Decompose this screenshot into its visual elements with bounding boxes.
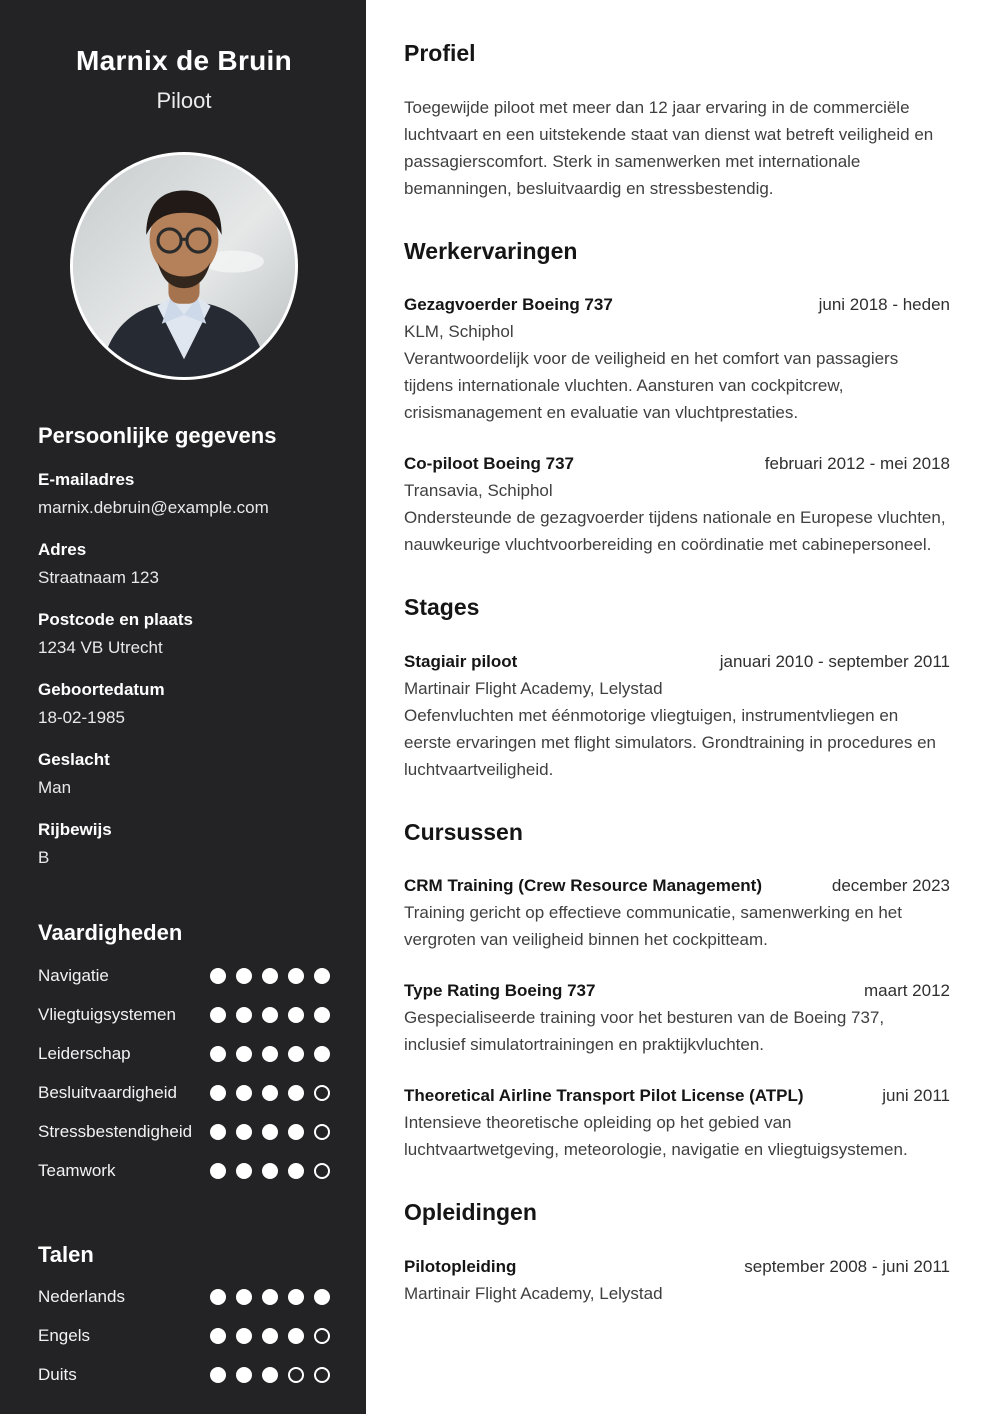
personal-item-label: Postcode en plaats: [38, 610, 193, 630]
dot-filled-icon: [210, 1289, 226, 1305]
section-cursussen: [404, 819, 950, 1164]
entry-header: [404, 291, 950, 318]
entry-period: juni 2018 - heden: [818, 295, 950, 315]
personal-item-value: Straatnaam 123: [38, 568, 159, 588]
dot-filled-icon: [314, 968, 330, 984]
entry-organisation: Transavia, Schiphol: [404, 481, 553, 501]
entry-header: [404, 1253, 950, 1280]
personal-item-value: 1234 VB Utrecht: [38, 638, 163, 658]
rating-dots: [210, 1124, 330, 1140]
entry-description: Verantwoordelijk voor de veiligheid en het comfort van passagiers tijdens internationale vluchten. Aansturen van cockpitcrew, crisismanagement en evaluatie van vluchtprestaties.: [404, 349, 899, 423]
skill-row-label: Stressbestendigheid: [38, 1121, 193, 1141]
personal-details-list: [38, 469, 330, 869]
language-row: [38, 1365, 330, 1385]
section-stages: [404, 594, 950, 783]
skill-row: [38, 1122, 330, 1142]
personal-details-heading: Persoonlijke gegevens: [38, 422, 277, 448]
personal-item: [38, 539, 330, 589]
main-content: [366, 0, 1000, 1414]
personal-item: [38, 469, 330, 519]
entry-period: december 2023: [831, 876, 950, 896]
section-heading: Stages: [404, 594, 480, 621]
entry-organisation: Martinair Flight Academy, Lelystad: [404, 678, 663, 698]
dot-filled-icon: [236, 1163, 252, 1179]
dot-empty-icon: [314, 1328, 330, 1344]
entry-title: Pilotopleiding: [404, 1256, 517, 1276]
skill-row: [38, 1083, 330, 1103]
cv-entry: [404, 291, 950, 426]
dot-filled-icon: [262, 1046, 278, 1062]
profile-heading: Profiel: [404, 40, 476, 66]
section-heading: Opleidingen: [404, 1199, 537, 1226]
dot-filled-icon: [262, 968, 278, 984]
entry-title: Gezagvoerder Boeing 737: [404, 295, 613, 315]
dot-filled-icon: [210, 1367, 226, 1383]
language-row: [38, 1287, 330, 1307]
dot-filled-icon: [210, 1124, 226, 1140]
rating-dots: [210, 1367, 330, 1383]
language-row-label: Duits: [38, 1365, 77, 1385]
entry-period: september 2008 - juni 2011: [744, 1256, 950, 1276]
dot-filled-icon: [236, 1289, 252, 1305]
section-opleidingen: [404, 1199, 950, 1307]
dot-filled-icon: [288, 1124, 304, 1140]
personal-item: [38, 749, 330, 799]
section-werkervaringen: [404, 238, 950, 559]
entry-period: februari 2012 - mei 2018: [764, 454, 950, 474]
personal-item-label: E-mailadres: [38, 470, 135, 490]
rating-dots: [210, 1163, 330, 1179]
dot-filled-icon: [262, 1328, 278, 1344]
entry-description: Ondersteunde de gezagvoerder tijdens nationale en Europese vluchten, nauwkeurige vluchtvoorbereiding en coördinatie met cabinepersoneel.: [404, 508, 946, 555]
dot-filled-icon: [262, 1367, 278, 1383]
personal-item: [38, 819, 330, 869]
dot-filled-icon: [236, 1085, 252, 1101]
skills-list: [38, 966, 330, 1181]
dot-filled-icon: [210, 1085, 226, 1101]
entry-description: Oefenvluchten met éénmotorige vliegtuigen, instrumentvliegen en eerste ervaringen met flight simulators. Grondtraining in procedures en luchtvaartveiligheid.: [404, 705, 936, 779]
dot-filled-icon: [236, 1367, 252, 1383]
entry-header: [404, 648, 950, 675]
rating-dots: [210, 1289, 330, 1305]
dot-filled-icon: [236, 968, 252, 984]
person-role: Piloot: [156, 87, 212, 113]
entry-title: Theoretical Airline Transport Pilot License (ATPL): [404, 1086, 804, 1106]
dot-filled-icon: [236, 1046, 252, 1062]
profile-text: Toegewijde piloot met meer dan 12 jaar ervaring in de commerciële luchtvaart en een uitstekende staat van dienst wat betreft veiligheid en passagierscomfort. Sterk in samenwerken met internationale bemanningen, besluitvaardig en stressbestendig.: [404, 97, 934, 198]
personal-item-label: Geslacht: [38, 750, 110, 770]
personal-item: [38, 609, 330, 659]
skill-row-label: Leiderschap: [38, 1043, 131, 1063]
dot-filled-icon: [210, 1163, 226, 1179]
dot-filled-icon: [314, 1007, 330, 1023]
dot-filled-icon: [210, 1328, 226, 1344]
dot-filled-icon: [262, 1163, 278, 1179]
dot-filled-icon: [262, 1289, 278, 1305]
entry-period: januari 2010 - september 2011: [719, 651, 950, 671]
skill-row: [38, 1161, 330, 1181]
languages-heading: Talen: [38, 1241, 94, 1267]
entry-title: Stagiair piloot: [404, 651, 518, 671]
dot-filled-icon: [314, 1289, 330, 1305]
rating-dots: [210, 1328, 330, 1344]
skill-row: [38, 1005, 330, 1025]
dot-filled-icon: [236, 1007, 252, 1023]
person-name: Marnix de Bruin: [75, 45, 293, 76]
cv-entry: [404, 977, 950, 1058]
dot-empty-icon: [288, 1367, 304, 1383]
dot-filled-icon: [210, 1046, 226, 1062]
cv-entry: [404, 1082, 950, 1163]
dot-filled-icon: [262, 1085, 278, 1101]
dot-filled-icon: [262, 1007, 278, 1023]
dot-empty-icon: [314, 1367, 330, 1383]
dot-filled-icon: [210, 1007, 226, 1023]
dot-filled-icon: [288, 1085, 304, 1101]
skill-row-label: Teamwork: [38, 1160, 116, 1180]
personal-item: [38, 679, 330, 729]
dot-empty-icon: [314, 1085, 330, 1101]
dot-filled-icon: [314, 1046, 330, 1062]
rating-dots: [210, 1007, 330, 1023]
entry-organisation: Martinair Flight Academy, Lelystad: [404, 1283, 663, 1303]
dot-filled-icon: [236, 1328, 252, 1344]
entry-organisation: KLM, Schiphol: [404, 322, 514, 342]
section-heading: Werkervaringen: [404, 237, 578, 264]
entry-title: Co-piloot Boeing 737: [404, 454, 574, 474]
section-heading: Cursussen: [404, 818, 523, 845]
entry-title: Type Rating Boeing 737: [404, 981, 596, 1001]
skill-row-label: Navigatie: [38, 965, 109, 985]
entry-description: Training gericht op effectieve communicatie, samenwerking en het vergroten van veiligheid binnen het cockpitteam.: [404, 903, 902, 950]
entry-header: [404, 1082, 950, 1109]
cv-entry: [404, 450, 950, 558]
section-profile: [404, 40, 950, 202]
personal-item-label: Adres: [38, 540, 87, 560]
entry-period: maart 2012: [864, 981, 950, 1001]
rating-dots: [210, 1085, 330, 1101]
entry-header: [404, 977, 950, 1004]
cv-sections: [404, 238, 950, 1307]
personal-item-value: marnix.debruin@example.com: [38, 498, 269, 518]
language-row-label: Nederlands: [38, 1287, 125, 1307]
profile-photo: [70, 152, 298, 380]
skill-row-label: Besluitvaardigheid: [38, 1082, 177, 1102]
personal-item-value: Man: [38, 778, 72, 798]
dot-filled-icon: [236, 1124, 252, 1140]
rating-dots: [210, 968, 330, 984]
entry-header: [404, 450, 950, 477]
rating-dots: [210, 1046, 330, 1062]
portrait-silhouette: [73, 155, 295, 377]
skill-row: [38, 966, 330, 986]
personal-item-label: Rijbewijs: [38, 820, 112, 840]
dot-filled-icon: [288, 1007, 304, 1023]
dot-filled-icon: [262, 1124, 278, 1140]
entry-title: CRM Training (Crew Resource Management): [404, 876, 763, 896]
entry-header: [404, 872, 950, 899]
cv-entry: [404, 648, 950, 783]
language-row-label: Engels: [38, 1326, 90, 1346]
personal-item-value: B: [38, 848, 50, 868]
cv-entry: [404, 872, 950, 953]
language-row: [38, 1326, 330, 1346]
entry-description: Intensieve theoretische opleiding op het gebied van luchtvaartwetgeving, meteorologie, navigatie en vliegtuigsystemen.: [404, 1113, 908, 1160]
dot-filled-icon: [210, 968, 226, 984]
skill-row: [38, 1044, 330, 1064]
dot-filled-icon: [288, 1328, 304, 1344]
skills-heading: Vaardigheden: [38, 920, 183, 946]
dot-filled-icon: [288, 1289, 304, 1305]
dot-filled-icon: [288, 1163, 304, 1179]
dot-empty-icon: [314, 1163, 330, 1179]
dot-filled-icon: [288, 968, 304, 984]
dot-filled-icon: [288, 1046, 304, 1062]
skill-row-label: Vliegtuigsystemen: [38, 1004, 176, 1024]
cv-entry: [404, 1253, 950, 1307]
entry-period: juni 2011: [882, 1086, 950, 1106]
dot-empty-icon: [314, 1124, 330, 1140]
sidebar: [0, 0, 366, 1414]
entry-description: Gespecialiseerde training voor het besturen van de Boeing 737, inclusief simulatortrainingen en praktijkvluchten.: [404, 1008, 885, 1055]
personal-item-label: Geboortedatum: [38, 680, 165, 700]
languages-list: [38, 1287, 330, 1385]
personal-item-value: 18-02-1985: [38, 708, 125, 728]
